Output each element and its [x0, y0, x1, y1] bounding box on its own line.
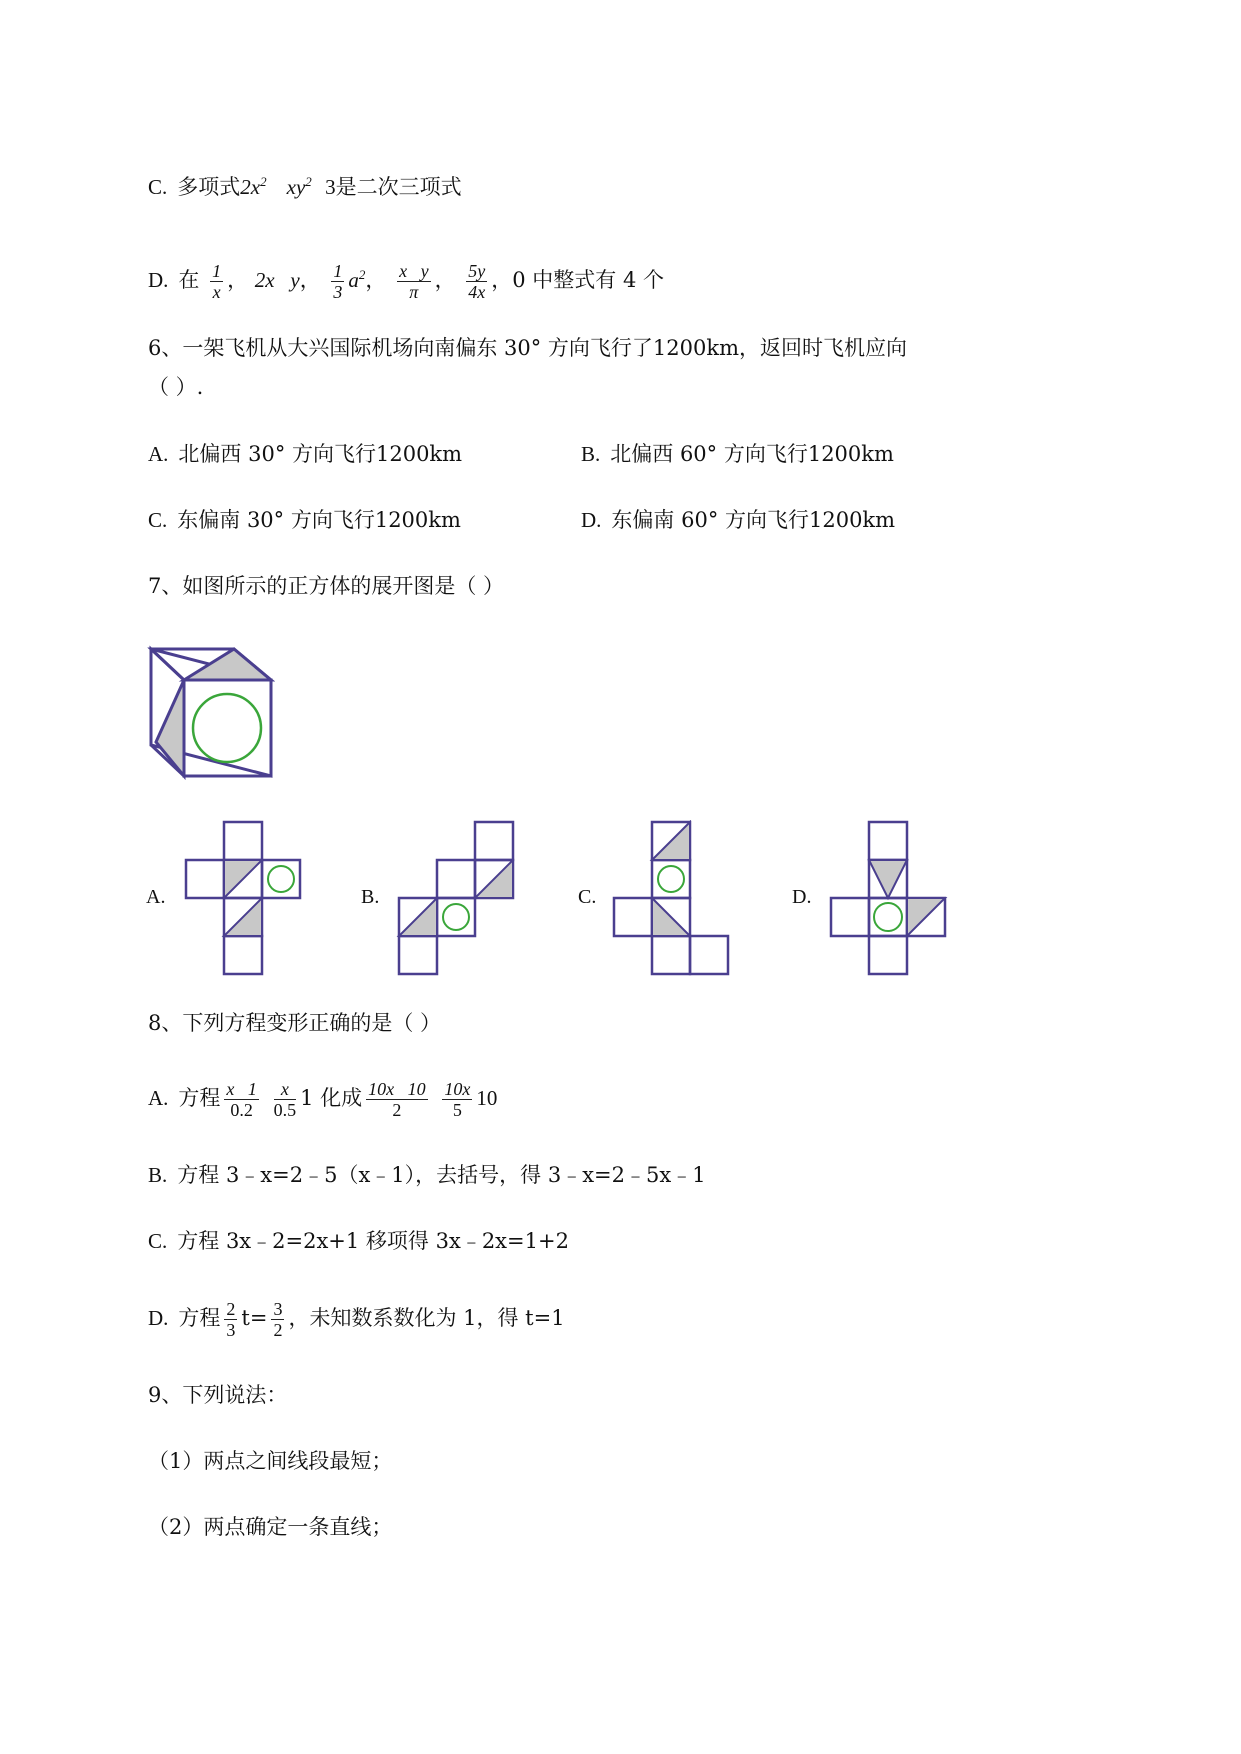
q6-stem-line2: （ ）.: [148, 375, 204, 399]
poly-term: $2x^2$: [240, 174, 267, 199]
numerator: x 1: [226, 1079, 257, 1099]
option-text-mid: t=: [241, 1306, 268, 1330]
net-square: [475, 822, 513, 860]
option-label: A.: [148, 1086, 169, 1110]
poly-term-a: 2x: [240, 175, 261, 199]
q5-option-d: D. 在 $\frac{1}{x}$ ， 2x y， $\frac{1}{3}$ $a^2$， $\frac{\text{x y}}{\pi}$ ， $\frac{5y}{4x}$ ，0 中整式有 4 个: [148, 253, 664, 302]
denominator: 2: [392, 1100, 402, 1120]
net-square: [869, 822, 907, 860]
fraction: [366, 1079, 428, 1120]
net-square: [690, 936, 728, 974]
numerator: 3: [273, 1299, 283, 1319]
q9-item-1: （1）两点之间线段最短；: [148, 1449, 393, 1473]
denominator: 3: [226, 1320, 236, 1340]
fraction: [466, 261, 487, 302]
net-square: [186, 860, 224, 898]
q7-stem: 7、如图所示的正方体的展开图是（ ）: [148, 574, 505, 598]
option-text: 北偏西 60° 方向飞行1200km: [610, 442, 894, 466]
term-tail: a: [348, 268, 359, 292]
q8-option-d: [148, 1296, 565, 1340]
option-text-mid: 1 化成: [300, 1086, 363, 1110]
q8-option-a: [148, 1076, 497, 1120]
q5-option-c: [148, 167, 462, 202]
q9-item-2: （2）两点确定一条直线；: [148, 1515, 393, 1539]
q6-option-d: [581, 505, 895, 535]
q6-stem: 6、一架飞机从大兴国际机场向南偏东 30° 方向飞行了1200km，返回时飞机应向: [148, 336, 908, 360]
fraction: [442, 1079, 472, 1120]
option-label: C.: [148, 508, 168, 532]
q6-option-b: [581, 439, 894, 469]
option-label: B.: [581, 442, 601, 466]
net-option-label-d: D.: [792, 886, 812, 908]
numerator: x y: [399, 261, 429, 281]
net-option-label-b: B.: [361, 886, 380, 908]
net-a: [180, 820, 306, 978]
q6-option-a: [148, 439, 462, 469]
net-square: [437, 860, 475, 898]
fraction: [397, 261, 430, 302]
option-text: 方程: [178, 1306, 221, 1330]
option-text: 东偏南 60° 方向飞行1200km: [611, 508, 896, 532]
net-b: [395, 820, 521, 978]
term: 2x y: [254, 268, 300, 292]
net-square: [831, 898, 869, 936]
net-shade: [907, 898, 945, 936]
q6-option-c: [148, 505, 461, 535]
numerator: 1: [212, 261, 222, 281]
numerator: 10x: [444, 1079, 471, 1099]
net-circle: [658, 866, 684, 892]
denominator: 4x: [468, 282, 486, 302]
net-d: [825, 820, 951, 978]
net-circle: [268, 866, 294, 892]
poly-term-c: 3: [325, 175, 336, 199]
denominator: x: [212, 282, 221, 302]
net-square: [652, 936, 690, 974]
poly-term: $xy^2$: [286, 174, 312, 199]
net-option-label-c: C.: [578, 886, 597, 908]
net-option-label-a: A.: [146, 886, 166, 908]
net-shade: [652, 898, 690, 936]
option-label: C.: [148, 1229, 168, 1253]
fraction: [331, 261, 344, 302]
cube-figure: [146, 642, 286, 782]
net-square: [869, 936, 907, 974]
denominator: π: [409, 282, 419, 302]
option-label: A.: [148, 442, 169, 466]
numerator: x: [274, 1079, 297, 1100]
fraction: [224, 1079, 259, 1120]
term: $a^2$: [348, 267, 366, 292]
denominator: 0.2: [230, 1100, 253, 1120]
numerator: 2: [226, 1299, 236, 1319]
option-text: 北偏西 30° 方向飞行1200km: [178, 442, 463, 466]
option-label: C.: [148, 175, 168, 199]
option-text: 在: [178, 268, 200, 292]
fraction: [271, 1299, 284, 1340]
net-c: [610, 820, 736, 978]
net-shade: [475, 860, 513, 898]
q8-option-b: [148, 1160, 706, 1190]
fraction: [224, 1299, 237, 1340]
net-square: [224, 936, 262, 974]
poly-term-b: xy: [286, 175, 306, 199]
net-square: [224, 822, 262, 860]
net-shade: [224, 860, 262, 898]
denominator: 2: [273, 1320, 283, 1340]
option-label: B.: [148, 1163, 168, 1187]
option-text-tail: ，0 中整式有 4 个: [491, 268, 664, 292]
net-shade: [869, 860, 907, 898]
option-text: 多项式: [177, 175, 241, 199]
net-shade: [399, 898, 437, 936]
q9-stem: 9、下列说法：: [148, 1383, 288, 1407]
numerator: 5y: [468, 261, 486, 281]
q8-stem: 8、下列方程变形正确的是（ ）: [148, 1011, 442, 1035]
net-shade: [224, 898, 262, 936]
net-circle: [874, 903, 902, 931]
option-text: 方程: [178, 1086, 221, 1110]
option-text-tail: 是二次三项式: [335, 175, 462, 199]
option-text-tail: ，未知数系数化为 1，得 t=1: [288, 1306, 565, 1330]
option-text-tail: 10: [476, 1086, 498, 1110]
option-label: D.: [148, 268, 169, 292]
net-square: [399, 936, 437, 974]
numerator: 1: [333, 261, 343, 281]
option-text: 方程 3﹣x=2﹣5（x﹣1），去括号，得 3﹣x=2﹣5x﹣1: [177, 1163, 706, 1187]
denominator: 5: [452, 1100, 462, 1120]
option-text: 东偏南 30° 方向飞行1200km: [177, 508, 461, 532]
fraction: [210, 261, 223, 302]
denominator: 3: [333, 282, 343, 302]
net-circle: [443, 904, 469, 930]
option-text: 方程 3x﹣2=2x+1 移项得 3x﹣2x=1+2: [177, 1229, 569, 1253]
fraction: [274, 1079, 297, 1120]
option-label: D.: [148, 1306, 169, 1330]
denominator: 0.5: [273, 1100, 297, 1120]
net-square: [614, 898, 652, 936]
option-label: D.: [581, 508, 602, 532]
net-shade: [652, 822, 690, 860]
numerator: 10x 10: [368, 1079, 426, 1099]
q8-option-c: [148, 1226, 569, 1256]
